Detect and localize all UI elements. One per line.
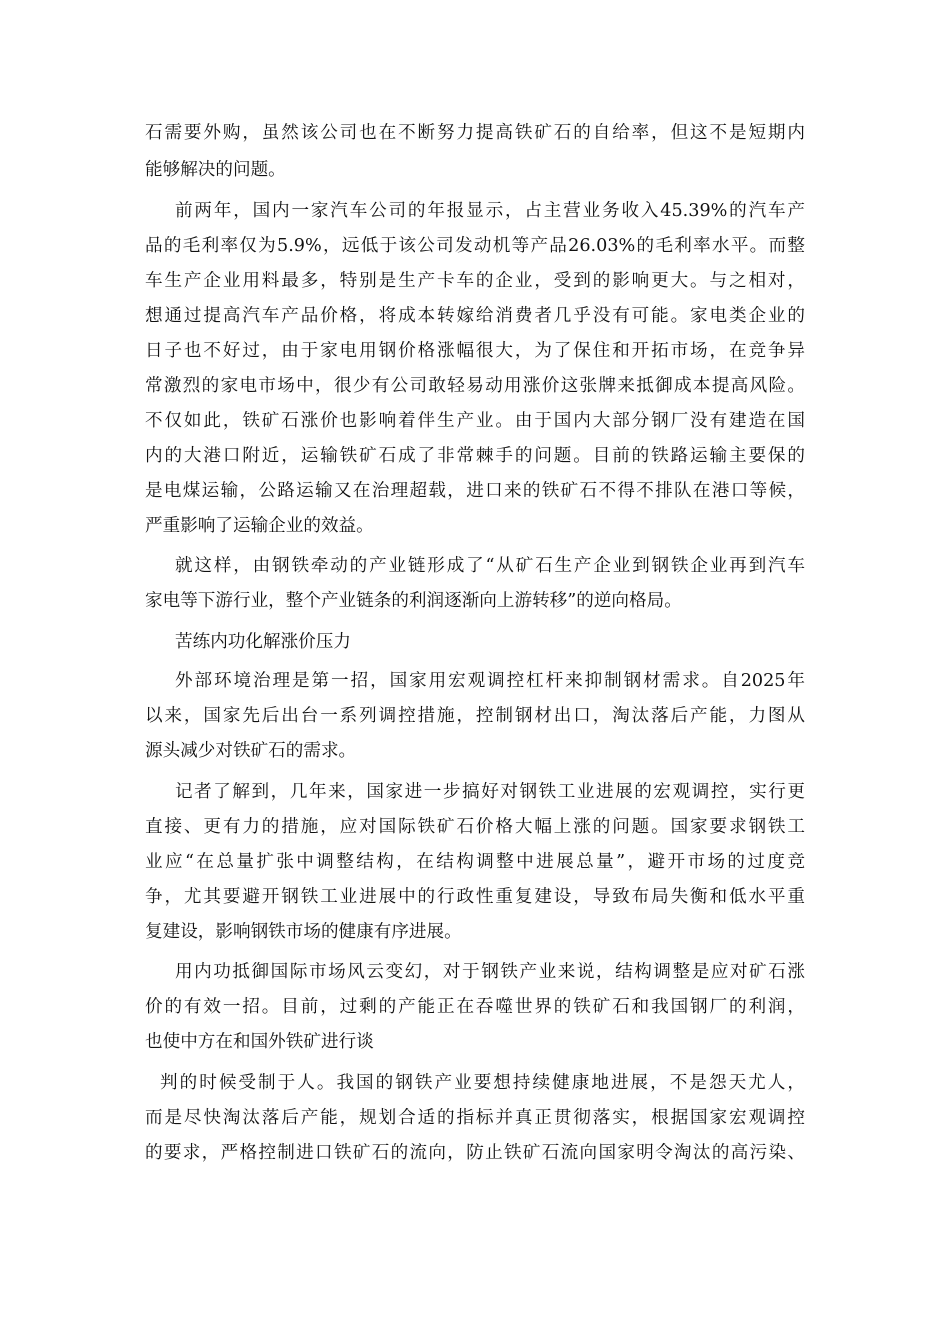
text-line: 而是尽快淘汰落后产能，规划合适的指标并真正贯彻落实，根据国家宏观调控 <box>145 1108 805 1128</box>
text-line: 价的有效一招。目前，过剩的产能正在吞噬世界的铁矿石和我国钢厂的利润， <box>145 997 805 1017</box>
text-line: 能够解决的问题。 <box>145 160 286 180</box>
text-line: 严重影响了运输企业的效益。 <box>145 516 374 536</box>
text-line: 想通过提高汽车产品价格，将成本转嫁给消费者几乎没有可能。家电类企业的 <box>145 306 805 326</box>
text-line: 业应“在总量扩张中调整结构，在结构调整中进展总量”，避开市场的过度竞 <box>145 852 805 872</box>
text-line: 常激烈的家电市场中，很少有公司敢轻易动用涨价这张牌来抵御成本提高风险。 <box>145 376 805 396</box>
text-line: 判的时候受制于人。我国的钢铁产业要想持续健康地进展，不是怨天尤人， <box>160 1073 805 1093</box>
text-line: 复建设，影响钢铁市场的健康有序进展。 <box>145 922 462 942</box>
text-line: 内的大港口附近，运输铁矿石成了非常棘手的问题。目前的铁路运输主要保的 <box>145 446 805 466</box>
text-line: 前两年，国内一家汽车公司的年报显示，占主营业务收入45.39%的汽车产 <box>175 201 805 221</box>
text-line: 日子也不好过，由于家电用钢价格涨幅很大，为了保住和开拓市场，在竞争异 <box>145 341 805 361</box>
text-line: 石需要外购，虽然该公司也在不断努力提高铁矿石的自给率，但这不是短期内 <box>145 123 805 143</box>
text-line: 车生产企业用料最多，特别是生产卡车的企业，受到的影响更大。与之相对， <box>145 271 805 291</box>
text-line: 就这样，由钢铁牵动的产业链形成了“从矿石生产企业到钢铁企业再到汽车 <box>175 556 805 576</box>
text-line: 以来，国家先后出台一系列调控措施，控制钢材出口，淘汰落后产能，力图从 <box>145 706 805 726</box>
text-line: 也使中方在和国外铁矿进行谈 <box>145 1032 374 1052</box>
text-line: 的要求，严格控制进口铁矿石的流向，防止铁矿石流向国家明令淘汰的高污染、 <box>145 1143 805 1163</box>
text-line: 外部环境治理是第一招，国家用宏观调控杠杆来抑制钢材需求。自2025年 <box>175 671 805 691</box>
text-line: 家电等下游行业，整个产业链条的利润逐渐向上游转移”的逆向格局。 <box>145 591 682 611</box>
section-heading: 苦练内功化解涨价压力 <box>175 632 351 652</box>
text-line: 直接、更有力的措施，应对国际铁矿石价格大幅上涨的问题。国家要求钢铁工 <box>145 817 805 837</box>
text-line: 争，尤其要避开钢铁工业进展中的行政性重复建设，导致布局失衡和低水平重 <box>145 887 805 907</box>
text-line: 不仅如此，铁矿石涨价也影响着伴生产业。由于国内大部分钢厂没有建造在国 <box>145 411 805 431</box>
text-line: 品的毛利率仅为5.9%，远低于该公司发动机等产品26.03%的毛利率水平。而整 <box>145 236 805 256</box>
text-line: 记者了解到，几年来，国家进一步搞好对钢铁工业进展的宏观调控，实行更 <box>175 782 805 802</box>
text-line: 是电煤运输，公路运输又在治理超载，进口来的铁矿石不得不排队在港口等候， <box>145 481 805 501</box>
text-line: 用内功抵御国际市场风云变幻，对于钢铁产业来说，结构调整是应对矿石涨 <box>175 962 805 982</box>
text-line: 源头减少对铁矿石的需求。 <box>145 741 357 761</box>
